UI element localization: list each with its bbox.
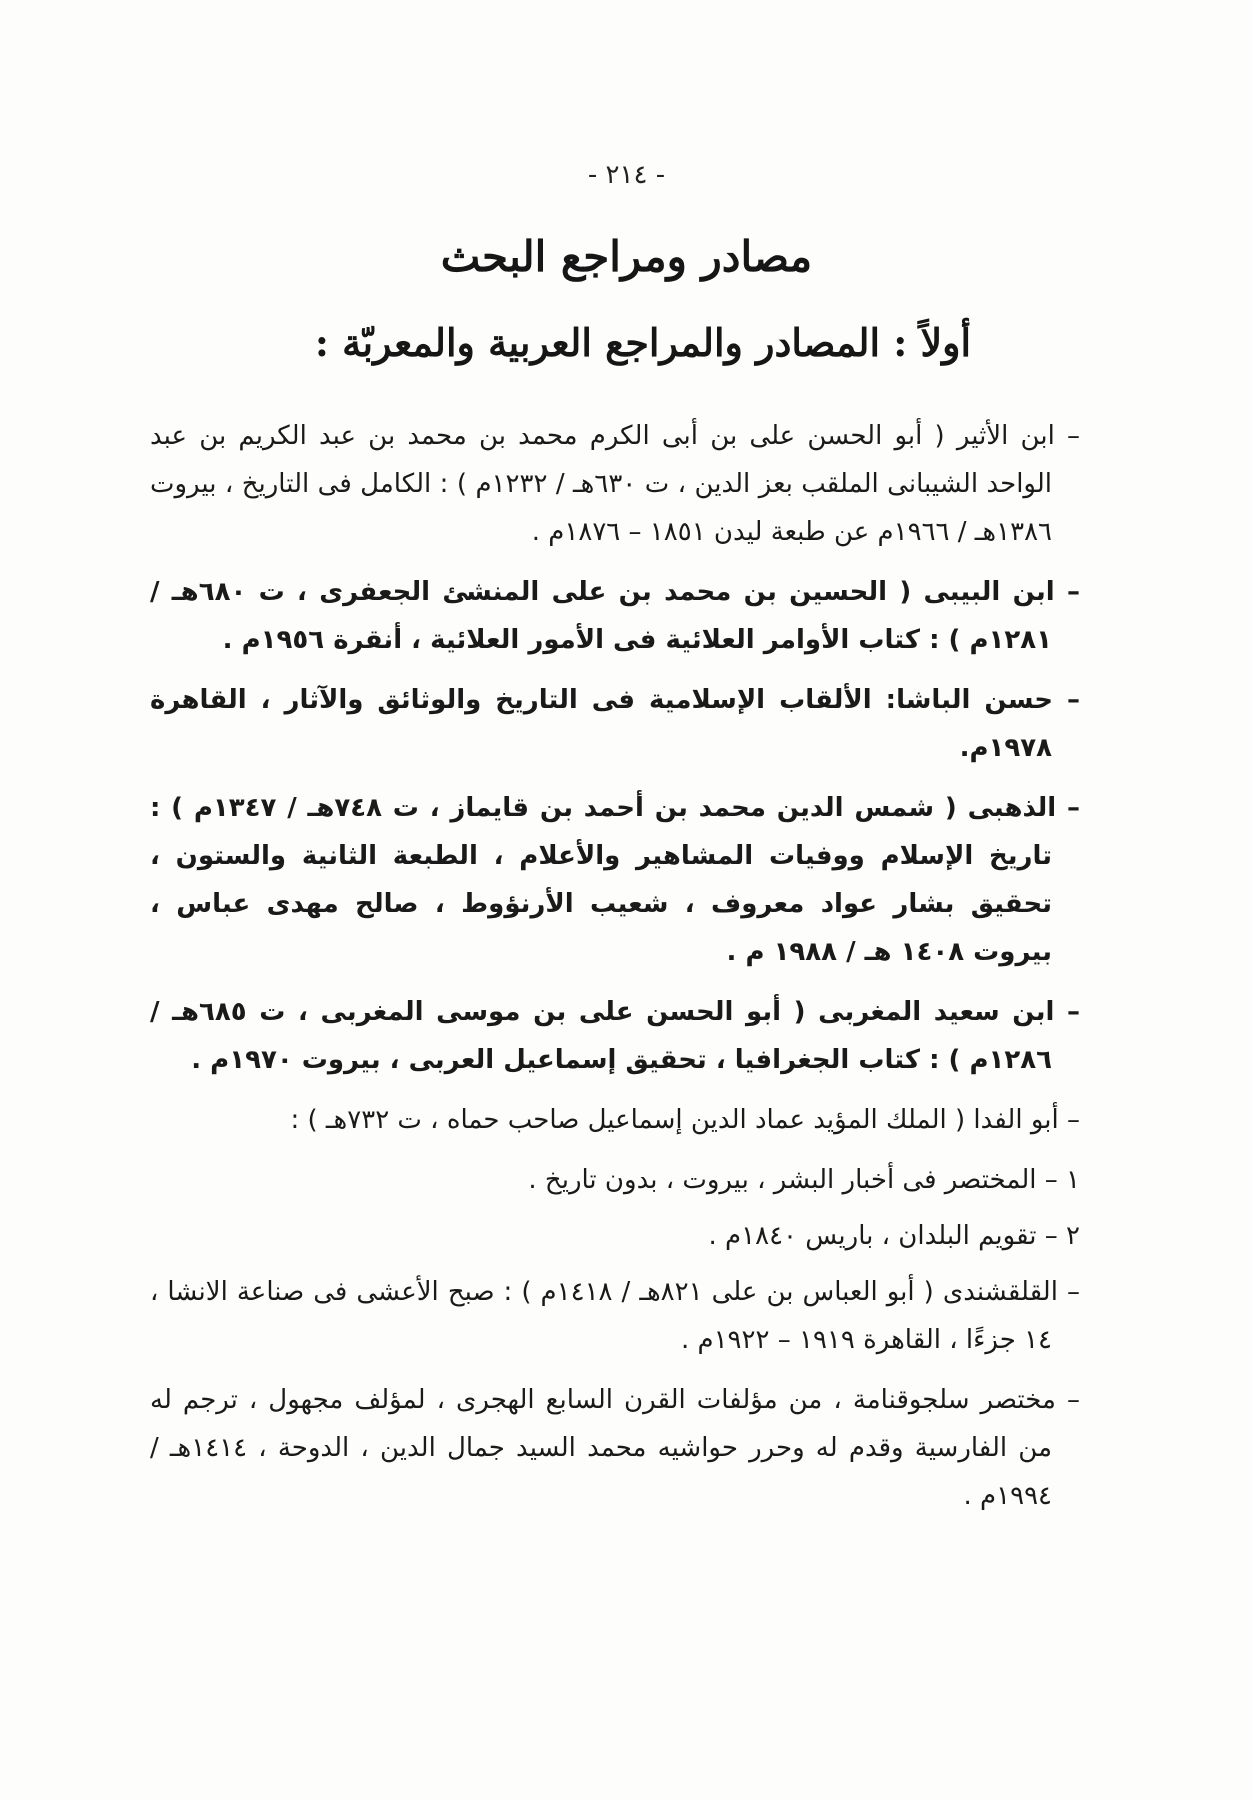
bibliography-subitem-mukhtasar: ١ – المختصر فى أخبار البشر ، بيروت ، بدون تاريخ . [528, 1165, 1080, 1195]
bibliography-entry-hassan-basha: – حسن الباشا: الألقاب الإسلامية فى التاريخ والوثائق والآثار ، القاهرة ١٩٧٨م. [150, 685, 1080, 763]
section-heading: أولاً : المصادر والمراجع العربية والمعربّة : [314, 320, 972, 365]
bibliography-list [150, 412, 1080, 1532]
bibliography-entry-qalqashandi: – القلقشندى ( أبو العباس بن على ٨٢١هـ / ١٤١٨م ) : صبح الأعشى فى صناعة الانشا ، ١٤ جزءًا ، القاهرة ١٩١٩ – ١٩٢٢م . [150, 1277, 1080, 1355]
bibliography-entry-ibn-al-athir: – ابن الأثير ( أبو الحسن على بن أبى الكرم محمد بن محمد بن عبد الكريم بن عبد الواحد الشيبانى الملقب بعز الدين ، ت ٦٣٠هـ / ١٢٣٢م ) : الكامل فى التاريخ ، بيروت ١٣٨٦هـ / ١٩٦٦م عن طبعة ليدن ١٨٥١ – ١٨٧٦م . [150, 421, 1080, 547]
bibliography-entry-abu-al-fida: – أبو الفدا ( الملك المؤيد عماد الدين إسماعيل صاحب حماه ، ت ٧٣٢هـ ) : [290, 1105, 1080, 1135]
bibliography-entry-ibn-said: – ابن سعيد المغربى ( أبو الحسن على بن موسى المغربى ، ت ٦٨٥هـ / ١٢٨٦م ) : كتاب الجغرافيا ، تحقيق إسماعيل العربى ، بيروت ١٩٧٠م . [150, 997, 1081, 1075]
bibliography-entry-dhahabi: – الذهبى ( شمس الدين محمد بن أحمد بن قايماز ، ت ٧٤٨هـ / ١٣٤٧م ) : تاريخ الإسلام ووفيات المشاهير والأعلام ، الطبعة الثانية والستون ، تحقيق بشار عواد معروف ، شعيب الأرنؤوط ، صالح مهدى عباس ، بيروت ١٤٠٨ هـ / ١٩٨٨ م . [150, 793, 1080, 967]
page-number: - ٢١٤ - [587, 160, 666, 190]
page-title: مصادر ومراجع البحث [440, 232, 813, 281]
bibliography-entry-ibn-bibi: – ابن البيبى ( الحسين بن محمد بن على المنشئ الجعفرى ، ت ٦٨٠هـ / ١٢٨١م ) : كتاب الأوامر العلائية فى الأمور العلائية ، أنقرة ١٩٥٦م . [150, 577, 1080, 655]
bibliography-entry-saljuqnama: – مختصر سلجوقنامة ، من مؤلفات القرن السابع الهجرى ، لمؤلف مجهول ، ترجم له من الفارسية وقدم له وحرر حواشيه محمد السيد جمال الدين ، الدوحة ، ١٤١٤هـ / ١٩٩٤م . [150, 1385, 1080, 1511]
bibliography-subitem-taqwim: ٢ – تقويم البلدان ، باريس ١٨٤٠م . [708, 1221, 1080, 1251]
